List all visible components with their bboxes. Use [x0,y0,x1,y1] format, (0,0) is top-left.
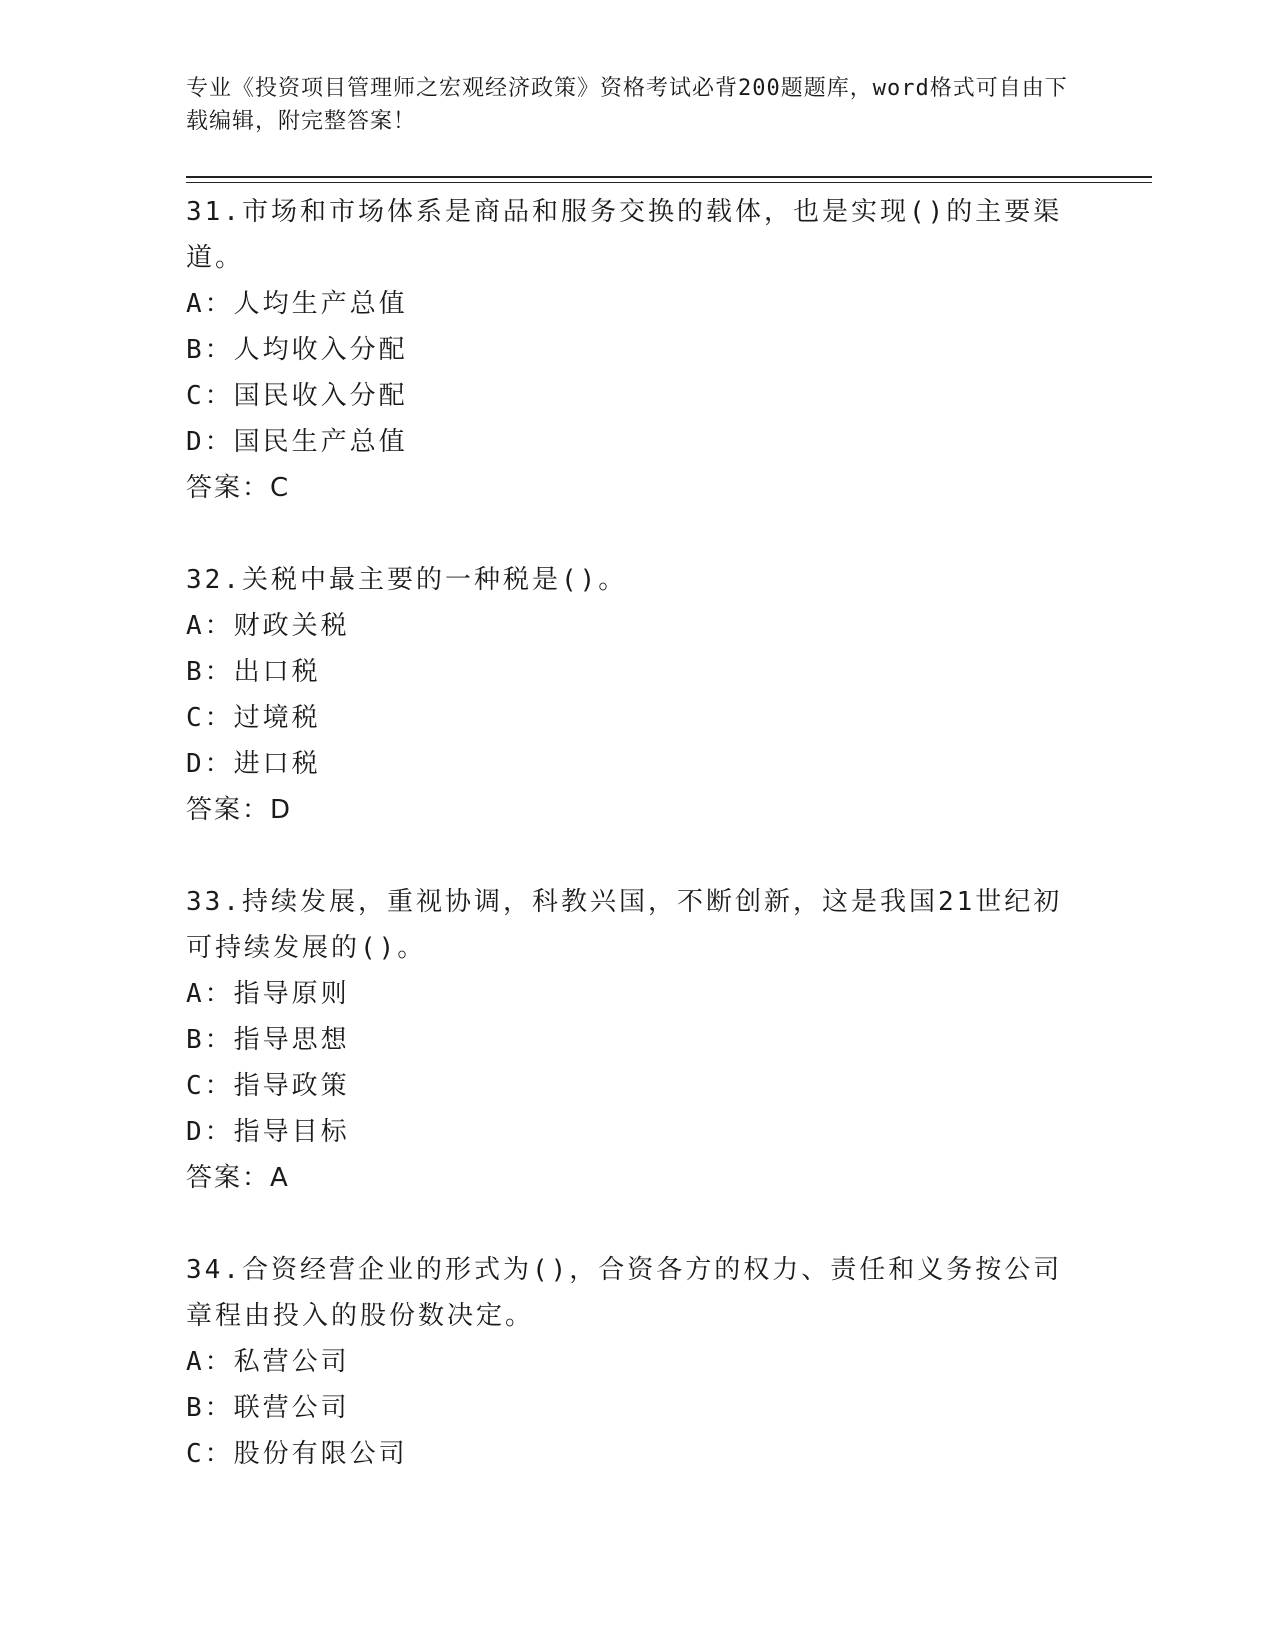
question-stem: 32.关税中最主要的一种税是()。 [186,565,628,595]
question-34 [186,1247,1086,1477]
option-b: B：人均收入分配 [186,335,408,365]
option-a: A：财政关税 [186,611,350,641]
question-stem: 33.持续发展，重视协调，科教兴国，不断创新，这是我国21世纪初可持续发展的()。 [186,887,1063,963]
answer: 答案：C [186,473,291,503]
option-b: B：联营公司 [186,1393,350,1423]
option-c: C：过境税 [186,703,321,733]
option-d: D：国民生产总值 [186,427,408,457]
question-list [186,189,1086,1523]
document-header: 专业《投资项目管理师之宏观经济政策》资格考试必背200题题库，word格式可自由下载编辑，附完整答案！ [186,76,1068,134]
question-stem: 34.合资经营企业的形式为()，合资各方的权力、责任和义务按公司章程由投入的股份数决定。 [186,1255,1063,1331]
option-d: D：进口税 [186,749,321,779]
option-b: B：指导思想 [186,1025,350,1055]
question-32 [186,557,1086,833]
option-c: C：股份有限公司 [186,1439,408,1469]
header-rule-thin [186,182,1152,183]
option-b: B：出口税 [186,657,321,687]
answer: 答案：D [186,795,293,825]
header-rule-thick [186,176,1152,178]
option-a: A：人均生产总值 [186,289,408,319]
option-a: A：指导原则 [186,979,350,1009]
question-33 [186,879,1086,1201]
option-c: C：国民收入分配 [186,381,408,411]
option-c: C：指导政策 [186,1071,350,1101]
option-a: A：私营公司 [186,1347,350,1377]
answer: 答案：A [186,1163,290,1193]
question-31 [186,189,1086,511]
option-d: D：指导目标 [186,1117,350,1147]
question-stem: 31.市场和市场体系是商品和服务交换的载体，也是实现()的主要渠道。 [186,197,1063,273]
